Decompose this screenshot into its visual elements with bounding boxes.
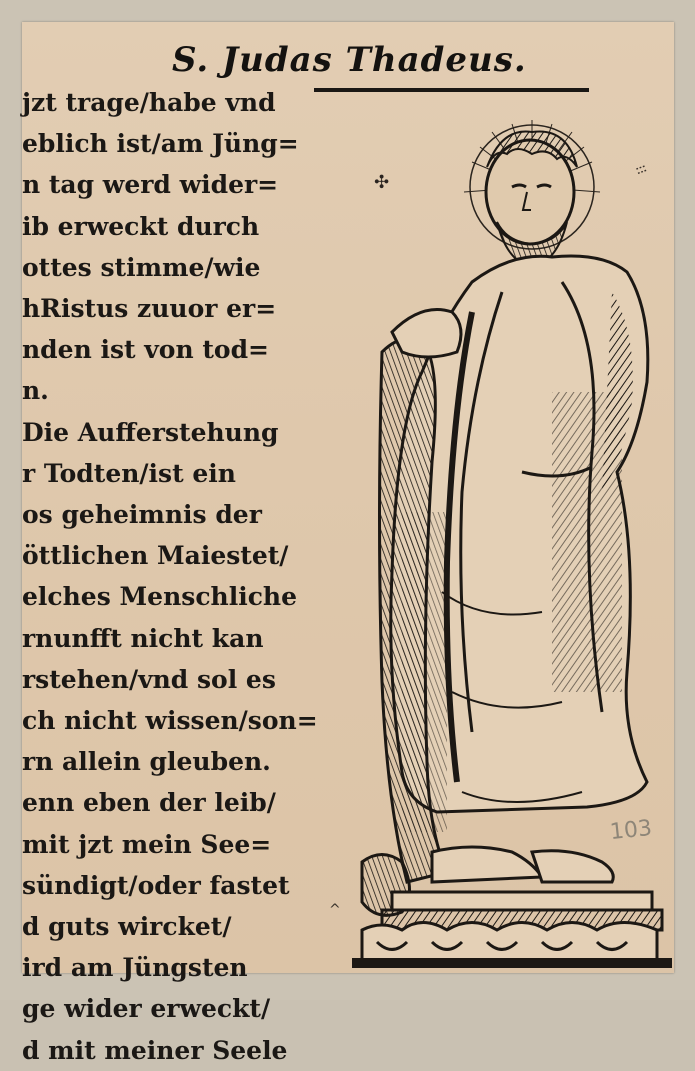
pedestal — [352, 892, 672, 968]
text-line: ird am Jüngsten — [22, 953, 248, 983]
text-line: ottes stimme/wie — [22, 252, 261, 282]
text-line: hRistus zuuor er= — [22, 294, 277, 324]
text-line: öttlichen Maiestet/ — [22, 541, 289, 571]
text-line: mit jzt mein See= — [22, 829, 272, 859]
text-line: d mit meiner Seele — [22, 1035, 288, 1065]
text-line: ch nicht wissen/son= — [22, 706, 318, 736]
robe — [380, 256, 648, 882]
text-line: eblich ist/am Jüng= — [22, 129, 299, 159]
text-line: elches Menschliche — [22, 582, 298, 612]
text-line: enn eben der leib/ — [22, 788, 276, 818]
caret-mark: ^ — [329, 902, 341, 918]
text-line: jzt trage/habe vnd — [22, 88, 276, 117]
ornament-mark: ✣ — [374, 172, 390, 193]
text-line: n. — [22, 376, 49, 406]
text-line: d guts wircket/ — [22, 912, 232, 942]
text-column — [22, 82, 317, 1071]
head — [486, 131, 577, 267]
text-line: rnunfft nicht kan — [22, 623, 264, 653]
text-line: r Todten/ist ein — [22, 458, 236, 488]
text-line: os geheimnis der — [22, 500, 262, 530]
text-line: ib erweckt durch — [22, 211, 260, 241]
text-line: n tag werd wider= — [22, 170, 279, 200]
ornament-mark: ⁝⁝ — [631, 163, 650, 177]
printed-leaf — [22, 22, 674, 1065]
text-line: rn allein gleuben. — [22, 747, 271, 777]
text-line: Die Aufferstehung — [22, 417, 279, 447]
page-title: S. Judas Thadeus. — [172, 40, 527, 80]
text-line: ge wider erweckt/ — [22, 994, 271, 1024]
text-line: nden ist von tod= — [22, 335, 269, 365]
text-line: rstehen/vnd sol es — [22, 664, 276, 694]
text-line: sündigt/oder fastet — [22, 870, 290, 900]
pencil-inscription: 103 — [608, 815, 654, 846]
